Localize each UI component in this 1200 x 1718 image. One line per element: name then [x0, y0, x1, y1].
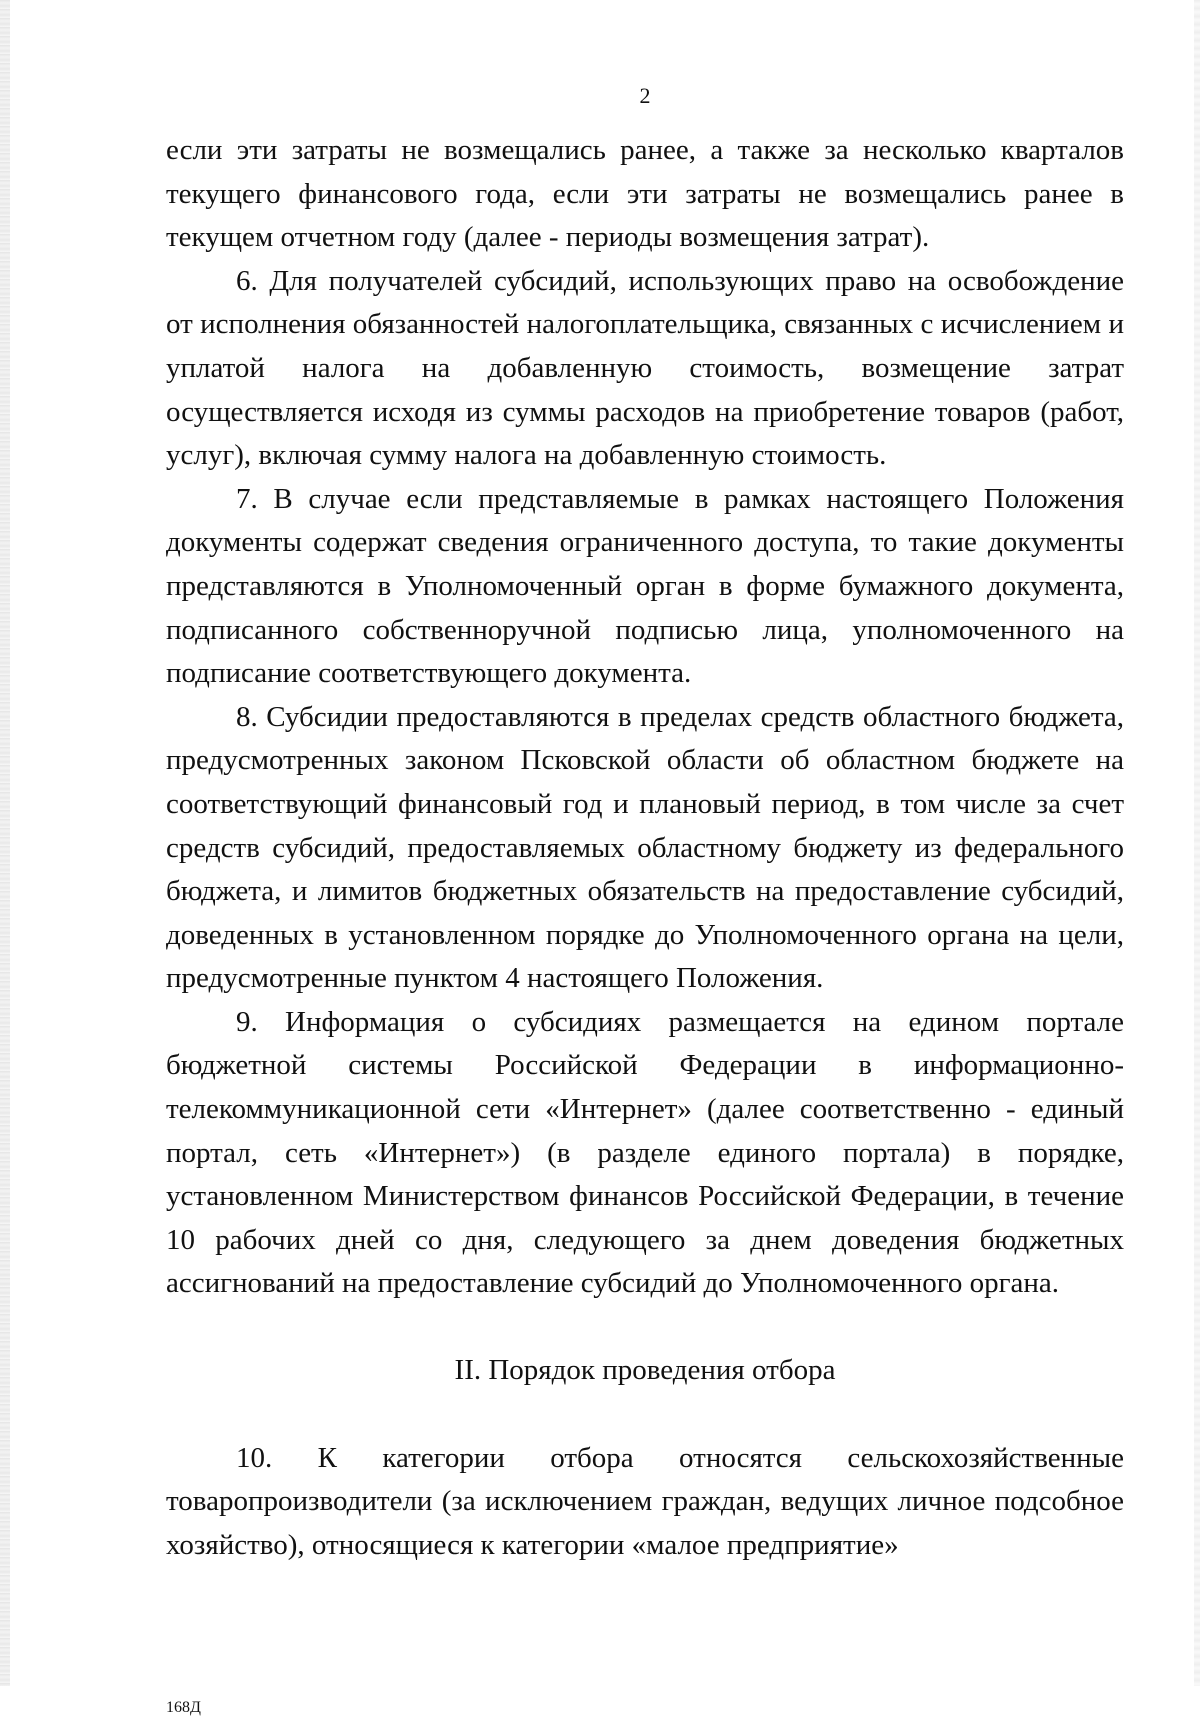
- document-body: [166, 129, 1124, 1567]
- paragraph-continuation: если эти затраты не возмещались ранее, а также за несколько кварталов текущего финансового года, если эти затраты не возмещались ранее в текущем отчетном году (далее - периоды возмещения затрат).: [166, 134, 1124, 254]
- paragraph-item-6: 6. Для получателей субсидий, использующих право на освобождение от исполнения обязанностей налогоплательщика, связанных с исчислением и уплатой налога на добавленную стоимость, возмещение затрат осуществляется исходя из суммы расходов на приобретение товаров (работ, услуг), включая сумму налога на добавленную стоимость.: [166, 264, 1124, 472]
- paragraph-item-9: 9. Информация о субсидиях размещается на едином портале бюджетной системы Российской Федерации в информационно-телекоммуникационной сети «Интернет» (далее соответственно - единый портал, сеть «Интернет») (в разделе единого портала) в порядке, установленном Министерством финансов Российской Федерации, в течение 10 рабочих дней со дня, следующего за днем доведения бюджетных ассигнований на предоставление субсидий до Уполномоченного органа.: [166, 1005, 1124, 1300]
- scan-edge-right: [1194, 0, 1200, 1686]
- paragraph-item-8: 8. Субсидии предоставляются в пределах средств областного бюджета, предусмотренных законом Псковской области об областном бюджете на соответствующий финансовый год и плановый период, в том числе за счет средств субсидий, предоставляемых областному бюджету из федерального бюджета, и лимитов бюджетных обязательств на предоставление субсидий, доведенных в установленном порядке до Уполномоченного органа на цели, предусмотренные пунктом 4 настоящего Положения.: [166, 700, 1124, 995]
- page-number: 2: [639, 83, 651, 108]
- paragraph-item-7: 7. В случае если представляемые в рамках настоящего Положения документы содержат сведения ограниченного доступа, то такие документы представляются в Уполномоченный орган в форме бумажного документа, подписанного собственноручной подписью лица, уполномоченного на подписание соответствующего документа.: [166, 482, 1124, 690]
- footer-code: 168Д: [166, 1699, 201, 1716]
- paragraph-item-10: 10. К категории отбора относятся сельскохозяйственные товаропроизводители (за исключением граждан, ведущих личное подсобное хозяйство), относящиеся к категории «малое предприятие»: [166, 1441, 1124, 1561]
- scan-edge-left: [0, 0, 10, 1686]
- section-heading: II. Порядок проведения отбора: [454, 1354, 836, 1387]
